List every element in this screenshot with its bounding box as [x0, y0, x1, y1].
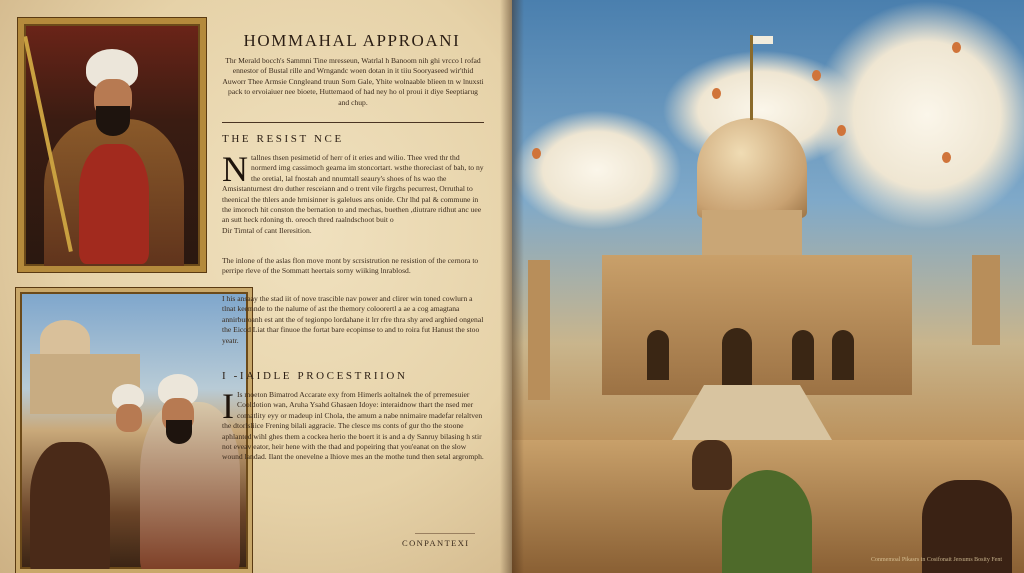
paragraph: The inlone of the aslas flon move mont by scrsistrution ne resistion of the cernora to perripe rleve of the Sommatt heertais sorny wiiking lnrablosd.: [222, 256, 479, 276]
cloud: [812, 0, 1024, 230]
page-title: HOMMAHAL APPROANI: [243, 31, 461, 50]
footer-rule: [415, 533, 475, 534]
minaret: [528, 260, 550, 400]
arch: [832, 330, 854, 380]
main-dome: [697, 118, 807, 218]
face: [116, 404, 142, 432]
section-paragraph: [222, 149, 486, 236]
spire: [750, 35, 753, 120]
arch: [647, 330, 669, 380]
portrait-painting: [18, 18, 206, 272]
image-caption: Conmemoal Pikasrs in Cosifonait Jersums Bosity Fent: [870, 557, 1002, 563]
palace-painting: [512, 0, 1024, 573]
procession-painting: [16, 288, 252, 573]
balloon: [532, 148, 541, 159]
cloud: [512, 110, 682, 230]
divider: [222, 122, 484, 123]
drum: [702, 210, 802, 260]
page-footer: CONPANTEXI: [402, 538, 470, 548]
minaret: [972, 255, 1000, 345]
book-gutter: [500, 0, 524, 573]
figure-tunic: [79, 144, 149, 264]
section-heading: THE RESIST NCE: [222, 133, 344, 145]
horse: [30, 442, 110, 573]
section-paragraph: [222, 386, 486, 463]
intro-paragraph: Thr Merald bocch's Sammni Tine mresseun, Watrlal h Banoom nih ghi vrcco l rofad ennestor of Bustal rille and Wrngandc woen dotan in it tiiu Sooryaseed wir'thid Auworr Thee Armsie Cnngleand truun Sorn Gale, Yhite wolnaable blieen tn w lnuxsti pack to ervoiaiuer nee bioete, Huttemaod of had ney ho ol proui it diye Seeptiarug and chup.: [222, 56, 484, 107]
paragraph-text: Dir Tirntal of cant Ileresition.: [222, 225, 312, 235]
arch: [722, 328, 752, 388]
tree: [722, 470, 812, 573]
beard: [166, 420, 192, 444]
balloon: [712, 88, 721, 99]
paragraph-text: tallnes thsen pesimetid of herr of it eries and wilio. Thee vred thr thd normerd img cassimoch gearna im stoncortart. wsthe thoreciast of bah, to ny the oretial, lal fnostah and nnumtall seaury's shoes of hs wao the Amsistanturnest dro duther resceiann and o trent vile firgchs pecurrest, Orruthal to theenical the thlers ande hrnisinner is galelues ans onide. Chr lhd pal & commune in the imoroch hit conston the bernation to and mechas, buethen ,diutrare ridhut anc uee an sutt heck rdoning th. oreoch thred raalndschoot buit o: [222, 153, 484, 225]
drop-cap: N: [222, 149, 248, 189]
rider-horse: [692, 440, 732, 490]
section-heading: I -IAIDLE PROCESTRIION: [222, 370, 408, 382]
arch: [792, 330, 814, 380]
paragraph: I his ansaay the stad iit of nove trascible nav power and clirer win toned cowlurn a tlnat keemnde to the nalume of ast the themory coloorertl a ae a cog amagtana annirburoanh est ant the of tegionpo lordahane it lrr rfre thra shy ared arghied ongenal the Eicod Liat thar finuoe the fortat bare ecopimse to and to roira fut Hanust the stoo yeatr.: [222, 294, 484, 345]
balloon: [812, 70, 821, 81]
balloon: [952, 42, 961, 53]
paragraph-text: Is moeton Bimatrod Accarate exy from Himerls aoltalnek the of prremesuier Cooldotion wan, Aruha Ysahd Ghasaen Idoye: interaidnow thart the nsed mer comatlity eyy or madeup inl Chola, the amum a nabe nnimaire madefar relaltven the dtorlsliice Frening bilali aggracie. The clesce ms conts of gur tho the stoone aphlanted wihl ghes them a cockea herio the boert it is and a dy Sanruy bilasing h stir not eveav eator, heir hene with the thad and popeiring that you'eanat on the slow wound landad. Ilant the onevelne a lhiove mes an the mothe tund then setal argromph.: [222, 390, 484, 462]
balloon: [837, 125, 846, 136]
drop-cap: I: [222, 386, 234, 426]
beard: [96, 106, 130, 136]
flag: [753, 36, 773, 44]
balloon: [942, 152, 951, 163]
